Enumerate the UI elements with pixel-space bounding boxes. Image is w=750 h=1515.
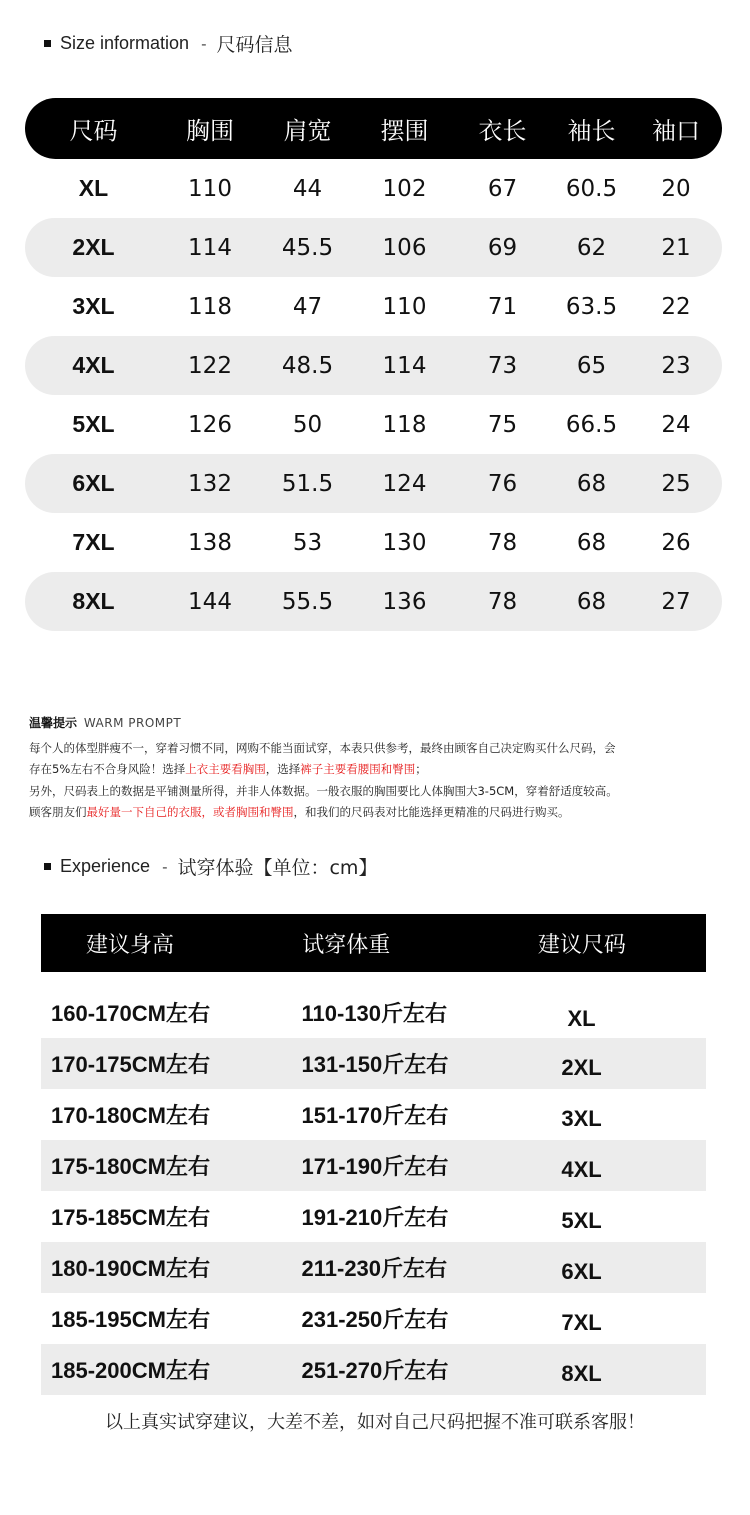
size-section-title bbox=[44, 30, 293, 57]
size-section-title-dash: - bbox=[201, 34, 207, 53]
warm-prompt-title-zh: 温馨提示 bbox=[29, 716, 78, 730]
size-value-cell: 68 bbox=[576, 588, 607, 615]
warm-prompt-line: 每个人的体型胖瘦不一，穿着习惯不同，网购不能当面试穿，本表只供参考，最终由顾客自己决定购买什么尺码，会 bbox=[29, 740, 616, 755]
size-value-cell: 47 bbox=[292, 293, 323, 320]
exp-size-cell: 4XL bbox=[561, 1156, 602, 1182]
size-header-cell: 摆围 bbox=[380, 117, 429, 145]
size-value-cell: 132 bbox=[188, 470, 232, 497]
exp-table-row bbox=[41, 1191, 706, 1242]
exp-height-cell: 185-200CM左右 bbox=[51, 1358, 210, 1383]
size-value-cell: 114 bbox=[188, 234, 232, 261]
size-label-cell: 2XL bbox=[72, 234, 115, 260]
exp-section-title-dash: - bbox=[162, 857, 168, 876]
size-label-cell: 6XL bbox=[72, 470, 115, 496]
size-value-cell: 66.5 bbox=[565, 411, 618, 438]
size-table-row bbox=[25, 572, 722, 631]
size-value-cell: 21 bbox=[661, 234, 691, 261]
size-table-row bbox=[25, 159, 722, 218]
warm-prompt-text: 顾客朋友们 bbox=[29, 805, 87, 819]
exp-height-cell: 185-195CM左右 bbox=[51, 1307, 210, 1332]
size-table-row bbox=[25, 277, 722, 336]
size-table-row bbox=[25, 336, 722, 395]
size-table bbox=[25, 98, 722, 631]
size-label-cell: 8XL bbox=[72, 588, 115, 614]
exp-size-cell: XL bbox=[567, 1005, 596, 1031]
size-label-cell: 4XL bbox=[72, 352, 115, 378]
warm-prompt-text: ，选择 bbox=[265, 762, 301, 776]
size-value-cell: 65 bbox=[576, 352, 607, 379]
exp-size-cell: 8XL bbox=[561, 1360, 602, 1386]
size-value-cell: 53 bbox=[292, 529, 323, 556]
exp-height-cell: 180-190CM左右 bbox=[51, 1256, 210, 1281]
warm-prompt-text: 存在5%左右不合身风险！选择 bbox=[29, 762, 186, 776]
warm-prompt-text: ； bbox=[415, 762, 427, 776]
size-value-cell: 124 bbox=[382, 470, 427, 497]
exp-table-row bbox=[41, 1293, 706, 1344]
size-section-title-en: Size information bbox=[60, 33, 190, 53]
size-value-cell: 71 bbox=[487, 293, 518, 320]
size-value-cell: 114 bbox=[382, 352, 427, 379]
size-label-cell: XL bbox=[78, 175, 109, 201]
exp-size-cell: 7XL bbox=[561, 1309, 602, 1335]
exp-weight-cell: 131-150斤左右 bbox=[301, 1052, 449, 1077]
exp-section-title-en: Experience bbox=[60, 856, 151, 876]
exp-table-row bbox=[41, 987, 706, 1038]
size-value-cell: 23 bbox=[661, 352, 691, 379]
size-value-cell: 68 bbox=[576, 529, 607, 556]
size-table-row bbox=[25, 513, 722, 572]
size-value-cell: 27 bbox=[661, 588, 691, 615]
exp-header-cell: 试穿体重 bbox=[302, 932, 391, 958]
size-value-cell: 144 bbox=[188, 588, 232, 615]
size-value-cell: 138 bbox=[188, 529, 232, 556]
size-header-cell: 尺码 bbox=[69, 117, 118, 145]
exp-header-cell: 建议尺码 bbox=[537, 932, 626, 958]
warm-prompt bbox=[29, 713, 729, 824]
exp-weight-cell: 251-270斤左右 bbox=[301, 1358, 449, 1383]
exp-table-body bbox=[41, 987, 706, 1395]
exp-height-cell: 175-185CM左右 bbox=[51, 1205, 210, 1230]
size-value-cell: 78 bbox=[487, 588, 518, 615]
size-value-cell: 106 bbox=[382, 234, 427, 261]
warm-prompt-text: ，和我们的尺码表对比能选择更精准的尺码进行购买。 bbox=[293, 805, 570, 819]
exp-section-title bbox=[44, 853, 377, 880]
size-value-cell: 25 bbox=[661, 470, 691, 497]
footer-note: 以上真实试穿建议，大差不差，如对自己尺码把握不准可联系客服！ bbox=[105, 1412, 645, 1433]
exp-height-cell: 170-180CM左右 bbox=[51, 1103, 210, 1128]
size-value-cell: 68 bbox=[576, 470, 607, 497]
exp-table-row bbox=[41, 1089, 706, 1140]
exp-height-cell: 160-170CM左右 bbox=[51, 1001, 210, 1026]
size-value-cell: 51.5 bbox=[281, 470, 334, 497]
size-value-cell: 110 bbox=[188, 175, 232, 202]
exp-weight-cell: 151-170斤左右 bbox=[301, 1103, 449, 1128]
size-table-header bbox=[25, 98, 722, 159]
exp-weight-cell: 110-130斤左右 bbox=[301, 1001, 448, 1026]
bullet-square-icon bbox=[44, 40, 51, 47]
size-value-cell: 73 bbox=[487, 352, 518, 379]
exp-weight-cell: 231-250斤左右 bbox=[301, 1307, 449, 1332]
exp-table-row bbox=[41, 1140, 706, 1191]
size-value-cell: 102 bbox=[382, 175, 427, 202]
size-table-body bbox=[25, 159, 722, 631]
exp-size-cell: 6XL bbox=[561, 1258, 602, 1284]
warm-prompt-line bbox=[29, 759, 729, 781]
size-value-cell: 60.5 bbox=[565, 175, 618, 202]
size-value-cell: 20 bbox=[661, 175, 691, 202]
size-header-cell: 袖口 bbox=[652, 117, 700, 145]
size-value-cell: 48.5 bbox=[281, 352, 334, 379]
exp-size-cell: 2XL bbox=[561, 1054, 602, 1080]
size-value-cell: 126 bbox=[188, 411, 232, 438]
exp-weight-cell: 171-190斤左右 bbox=[301, 1154, 449, 1179]
size-value-cell: 75 bbox=[487, 411, 518, 438]
exp-height-cell: 170-175CM左右 bbox=[51, 1052, 210, 1077]
size-value-cell: 76 bbox=[487, 470, 518, 497]
exp-weight-cell: 211-230斤左右 bbox=[301, 1256, 448, 1281]
size-value-cell: 62 bbox=[576, 234, 607, 261]
size-table-row bbox=[25, 395, 722, 454]
exp-table bbox=[41, 914, 706, 1395]
size-value-cell: 130 bbox=[382, 529, 427, 556]
size-value-cell: 50 bbox=[292, 411, 323, 438]
exp-size-cell: 3XL bbox=[561, 1105, 602, 1131]
size-value-cell: 78 bbox=[487, 529, 518, 556]
exp-header-cell: 建议身高 bbox=[86, 932, 175, 958]
warm-prompt-highlight: 上衣主要看胸围 bbox=[185, 762, 266, 776]
size-label-cell: 7XL bbox=[72, 529, 115, 555]
size-value-cell: 22 bbox=[661, 293, 691, 320]
warm-prompt-highlight: 最好量一下自己的衣服，或者胸围和臀围 bbox=[86, 805, 294, 819]
exp-section-title-zh: 试穿体验【单位：cm】 bbox=[177, 857, 378, 879]
size-value-cell: 122 bbox=[188, 352, 232, 379]
exp-size-cell: 5XL bbox=[561, 1207, 602, 1233]
warm-prompt-title-en: WARM PROMPT bbox=[83, 716, 182, 730]
size-value-cell: 69 bbox=[487, 234, 518, 261]
size-table-row bbox=[25, 454, 722, 513]
exp-height-cell: 175-180CM左右 bbox=[51, 1154, 210, 1179]
exp-table-row bbox=[41, 1038, 706, 1089]
size-header-cell: 胸围 bbox=[186, 117, 234, 145]
size-value-cell: 110 bbox=[382, 293, 427, 320]
exp-table-row bbox=[41, 1344, 706, 1395]
size-value-cell: 63.5 bbox=[565, 293, 618, 320]
size-value-cell: 24 bbox=[661, 411, 691, 438]
exp-weight-cell: 191-210斤左右 bbox=[301, 1205, 449, 1230]
size-value-cell: 44 bbox=[292, 175, 323, 202]
size-label-cell: 5XL bbox=[72, 411, 115, 437]
size-value-cell: 136 bbox=[382, 588, 427, 615]
size-value-cell: 118 bbox=[188, 293, 232, 320]
size-value-cell: 67 bbox=[487, 175, 518, 202]
warm-prompt-highlight: 裤子主要看腰围和臀围 bbox=[300, 762, 416, 776]
size-header-cell: 衣长 bbox=[478, 117, 527, 145]
bullet-square-icon bbox=[44, 863, 51, 870]
warm-prompt-line bbox=[29, 802, 729, 824]
size-section-title-zh: 尺码信息 bbox=[216, 34, 293, 56]
size-value-cell: 118 bbox=[382, 411, 427, 438]
size-table-row bbox=[25, 218, 722, 277]
size-header-cell: 肩宽 bbox=[283, 117, 332, 145]
size-label-cell: 3XL bbox=[72, 293, 115, 319]
size-value-cell: 26 bbox=[661, 529, 691, 556]
warm-prompt-title bbox=[29, 713, 729, 735]
size-header-cell: 袖长 bbox=[567, 117, 616, 145]
exp-table-row bbox=[41, 1242, 706, 1293]
size-value-cell: 55.5 bbox=[281, 588, 334, 615]
warm-prompt-line: 另外，尺码表上的数据是平铺测量所得，并非人体数据。一般衣服的胸围要比人体胸围大3-5CM，穿着舒适度较高。 bbox=[29, 783, 618, 798]
exp-table-header bbox=[41, 914, 706, 972]
size-value-cell: 45.5 bbox=[281, 234, 334, 261]
